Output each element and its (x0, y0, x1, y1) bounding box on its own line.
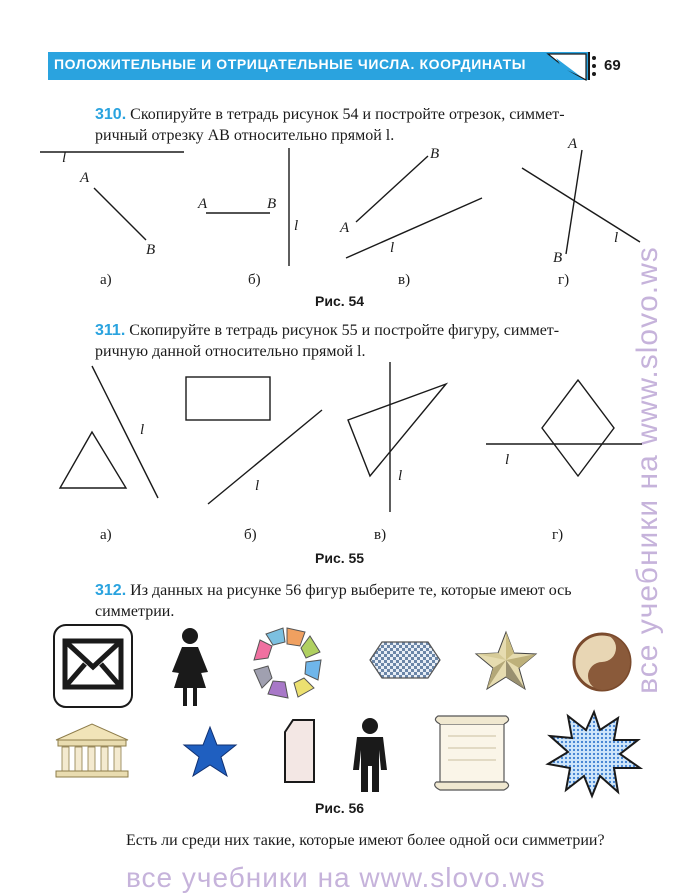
gold-star-icon (476, 632, 536, 689)
scroll-icon (435, 716, 509, 790)
fig55a-line-l (92, 366, 158, 498)
fig54v-segment-ab (356, 156, 428, 222)
fig55g-rhombus (542, 380, 614, 476)
fig54-label-a: а) (100, 272, 112, 288)
fig54a-label-B: B (146, 242, 156, 258)
task-310-number: 310. (95, 106, 127, 123)
header-arrow-icon (548, 54, 596, 80)
figure-56-caption: Рис. 56 (315, 800, 365, 816)
task-312-question: Есть ли среди них такие, которые имеют более одной оси симметрии? (126, 832, 605, 849)
fig54v-label-B: B (430, 146, 440, 162)
fig54g-segment-ab (566, 150, 582, 254)
fig54b-label-B: B (267, 196, 277, 212)
man-icon (353, 718, 387, 792)
fig54a-label-A: A (80, 170, 90, 186)
fig54v-line-l (346, 198, 482, 258)
fig55v-triangle (348, 384, 446, 476)
task-312-line2: симметрии. (95, 603, 175, 620)
fig54g-label-l: l (614, 230, 619, 246)
fig54b-label-A: A (198, 196, 208, 212)
fig55a-triangle (60, 432, 126, 488)
fig54g-label-A: A (568, 136, 578, 152)
fig54a-label-l: l (62, 150, 67, 166)
fig55b-rectangle (186, 377, 270, 420)
fig55a-label-l: l (140, 422, 145, 438)
fig55-label-a: а) (100, 527, 112, 543)
fig55v-label-l: l (398, 468, 403, 484)
cut-rectangle-icon (285, 720, 314, 782)
page-number: 69 (604, 57, 621, 74)
woman-icon (172, 628, 208, 706)
yin-yang-icon (574, 634, 630, 690)
fig55b-line-l (208, 410, 322, 504)
figure-54-caption: Рис. 54 (315, 293, 365, 309)
watermark-bottom: все учебники на www.slovo.ws (126, 862, 546, 893)
task-311-line1: 311. Скопируйте в тетрадь рисунок 55 и постройте фигуру, симмет- (95, 322, 560, 339)
fig55-label-g: г) (552, 527, 564, 543)
fig54b-label-l: l (294, 218, 299, 234)
fig54-label-v: в) (398, 272, 411, 288)
watermark-vertical: все учебники на www.slovo.ws (631, 246, 664, 694)
task-311-line2: ричную данной относительно прямой l. (95, 343, 366, 360)
fig54v-label-A: A (340, 220, 350, 236)
temple-icon (56, 724, 128, 777)
envelope-icon (54, 625, 132, 707)
blue-star-icon (184, 727, 236, 776)
fig54a-segment-ab (94, 188, 146, 240)
fig55-label-v: в) (374, 527, 387, 543)
running-header: ПОЛОЖИТЕЛЬНЫЕ И ОТРИЦАТЕЛЬНЫЕ ЧИСЛА. КООРДИНАТЫ (54, 56, 527, 72)
hexagon-checker-icon (370, 642, 440, 678)
task-310-line1: 310. Скопируйте в тетрадь рисунок 54 и постройте отрезок, симмет- (95, 106, 565, 123)
task-312-line1: 312. Из данных на рисунке 56 фигур выберите те, которые имеют ось (95, 582, 572, 599)
fig54g-label-B: B (553, 250, 563, 266)
explosion-burst-icon (548, 712, 640, 796)
fig54-label-b: б) (248, 272, 261, 288)
circular-arrows-icon (253, 628, 321, 698)
task-311-number: 311. (95, 322, 126, 339)
fig55-label-b: б) (244, 527, 257, 543)
task-310-line2: ричный отрезку AB относительно прямой l. (95, 127, 395, 144)
fig55g-label-l: l (505, 452, 510, 468)
fig55b-label-l: l (255, 478, 260, 494)
task-312-number: 312. (95, 582, 127, 599)
fig54g-line-l (522, 168, 640, 242)
figure-55-caption: Рис. 55 (315, 550, 365, 566)
fig54-label-g: г) (558, 272, 570, 288)
fig54v-label-l: l (390, 240, 395, 256)
